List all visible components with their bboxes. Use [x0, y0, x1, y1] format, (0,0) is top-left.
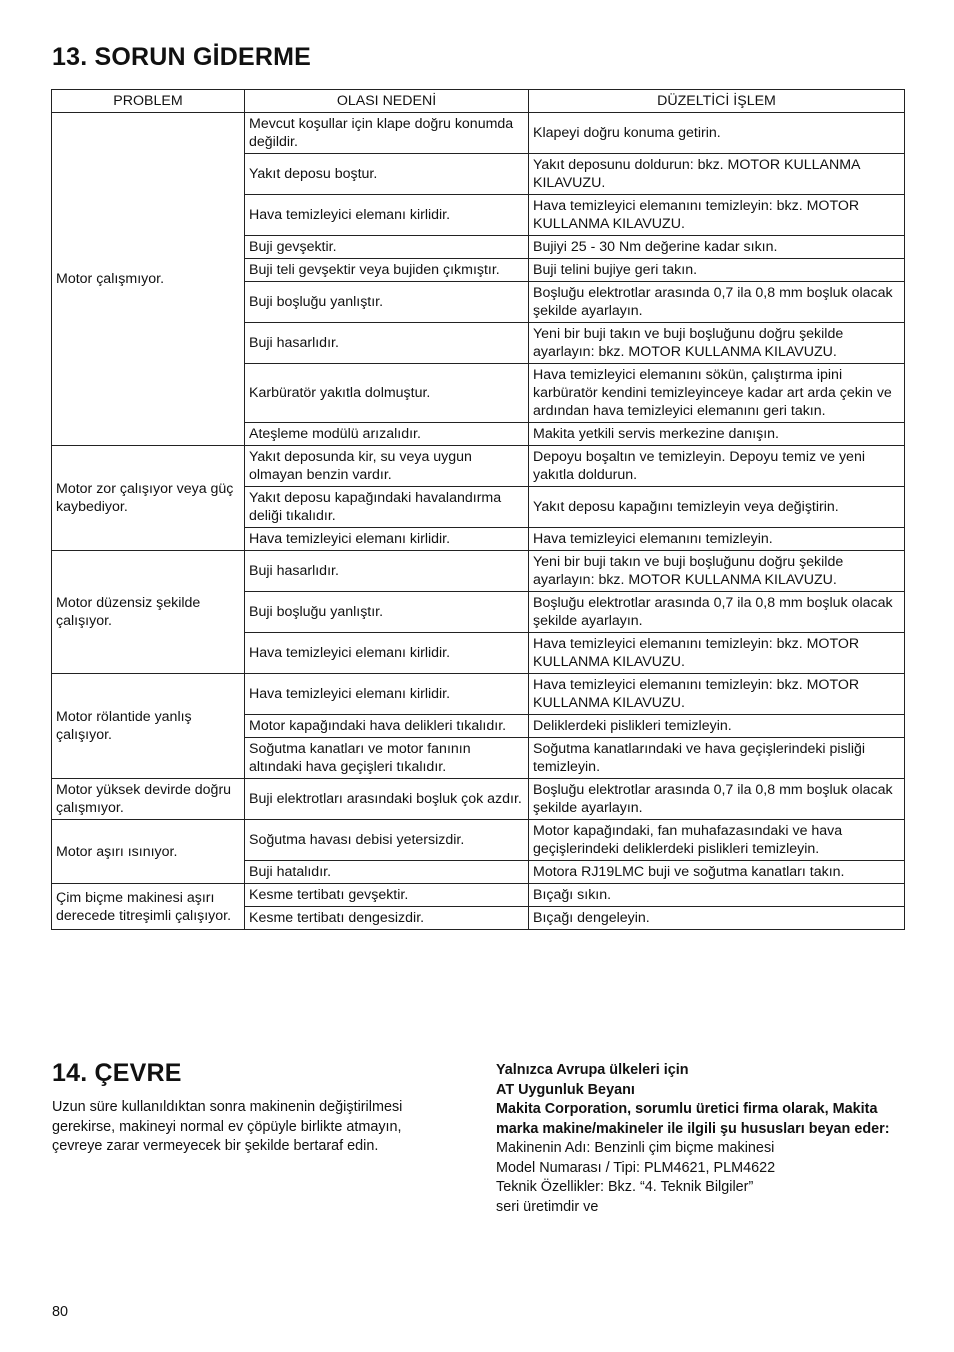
problem-cell: Motor rölantide yanlış çalışıyor. [52, 674, 245, 779]
action-cell: Klapeyi doğru konuma getirin. [529, 113, 905, 154]
header-action: DÜZELTİCİ İŞLEM [529, 90, 905, 113]
machine-name: Makinenin Adı: Benzinli çim biçme makinesi [496, 1140, 775, 1156]
cause-cell: Buji gevşektir. [245, 236, 529, 259]
page-number: 80 [52, 1304, 69, 1320]
action-cell: Motora RJ19LMC buji ve soğutma kanatları takın. [529, 861, 905, 884]
technical-specs: Teknik Özellikler: Bkz. “4. Teknik Bilgiler” [496, 1179, 754, 1195]
cause-cell: Hava temizleyici elemanı kirlidir. [245, 633, 529, 674]
action-cell: Makita yetkili servis merkezine danışın. [529, 423, 905, 446]
action-cell: Yakıt deposunu doldurun: bkz. MOTOR KULLANMA KILAVUZU. [529, 154, 905, 195]
action-cell: Motor kapağındaki, fan muhafazasındaki ve hava geçişlerindeki deliklerdeki pislikleri temizleyin. [529, 820, 905, 861]
action-cell: Boşluğu elektrotlar arasında 0,7 ila 0,8 mm boşluk olacak şekilde ayarlayın. [529, 779, 905, 820]
model-number: Model Numarası / Tipi: PLM4621, PLM4622 [496, 1159, 776, 1176]
table-row [52, 674, 905, 715]
action-cell: Yeni bir buji takın ve buji boşluğunu doğru şekilde ayarlayın: bkz. MOTOR KULLANMA KILAVUZU. [529, 323, 905, 364]
section-14-heading [52, 1059, 182, 1088]
declaration-scope: Yalnızca Avrupa ülkeleri için [496, 1062, 689, 1078]
action-cell: Boşluğu elektrotlar arasında 0,7 ila 0,8 mm boşluk olacak şekilde ayarlayın. [529, 282, 905, 323]
table-row [52, 779, 905, 820]
action-cell: Buji telini bujiye geri takın. [529, 259, 905, 282]
table-header-row [52, 90, 905, 113]
cause-cell: Kesme tertibatı gevşektir. [245, 884, 529, 907]
cause-cell: Buji boşluğu yanlıştır. [245, 282, 529, 323]
action-cell: Yeni bir buji takın ve buji boşluğunu doğru şekilde ayarlayın: bkz. MOTOR KULLANMA KILAVUZU. [529, 551, 905, 592]
serial-production: seri üretimdir ve [496, 1198, 599, 1215]
cause-cell: Buji elektrotları arasındaki boşluk çok azdır. [245, 779, 529, 820]
problem-cell: Motor düzensiz şekilde çalışıyor. [52, 551, 245, 674]
table-row [52, 113, 905, 154]
action-cell: Boşluğu elektrotlar arasında 0,7 ila 0,8 mm boşluk olacak şekilde ayarlayın. [529, 592, 905, 633]
declaration-statement: Makita Corporation, sorumlu üretici firma olarak, Makita marka makine/makineler ile ilgili şu hususları beyan eder: [496, 1101, 890, 1137]
action-cell: Yakıt deposu kapağını temizleyin veya değiştirin. [529, 487, 905, 528]
action-cell: Soğutma kanatlarındaki ve hava geçişlerindeki pisliği temizleyin. [529, 738, 905, 779]
cause-cell: Karbüratör yakıtla dolmuştur. [245, 364, 529, 423]
cause-cell: Buji hatalıdır. [245, 861, 529, 884]
cause-cell: Hava temizleyici elemanı kirlidir. [245, 195, 529, 236]
problem-cell: Motor zor çalışıyor veya güç kaybediyor. [52, 446, 245, 551]
cause-cell: Motor kapağındaki hava delikleri tıkalıdır. [245, 715, 529, 738]
cause-cell: Buji boşluğu yanlıştır. [245, 592, 529, 633]
action-cell: Hava temizleyici elemanını sökün, çalıştırma ipini karbüratör kendini temizleyinceye kadar art arda çekin ve ardından hava temizleyici elemanını geri takın. [529, 364, 905, 423]
problem-cell: Motor aşırı ısınıyor. [52, 820, 245, 884]
cause-cell: Hava temizleyici elemanı kirlidir. [245, 674, 529, 715]
problem-cell: Çim biçme makinesi aşırı derecede titreşimli çalışıyor. [52, 884, 245, 930]
action-cell: Bujiyi 25 - 30 Nm değerine kadar sıkın. [529, 236, 905, 259]
table-body [52, 113, 905, 930]
troubleshooting-table [51, 89, 905, 930]
cause-cell: Ateşleme modülü arızalıdır. [245, 423, 529, 446]
cause-cell: Yakıt deposu boştur. [245, 154, 529, 195]
table-row [52, 884, 905, 907]
action-cell: Deliklerdeki pislikleri temizleyin. [529, 715, 905, 738]
action-cell: Depoyu boşaltın ve temizleyin. Depoyu temiz ve yeni yakıtla doldurun. [529, 446, 905, 487]
section-title: SORUN GİDERME [94, 43, 312, 71]
declaration-title: AT Uygunluk Beyanı [496, 1081, 635, 1098]
table-row [52, 446, 905, 487]
cause-cell: Yakıt deposu kapağındaki havalandırma deliği tıkalıdır. [245, 487, 529, 528]
section-number: 13. [52, 43, 88, 71]
problem-cell: Motor yüksek devirde doğru çalışmıyor. [52, 779, 245, 820]
cause-cell: Hava temizleyici elemanı kirlidir. [245, 528, 529, 551]
section-title: ÇEVRE [94, 1059, 182, 1087]
header-problem: PROBLEM [52, 90, 245, 113]
action-cell: Hava temizleyici elemanını temizleyin. [529, 528, 905, 551]
action-cell: Hava temizleyici elemanını temizleyin: bkz. MOTOR KULLANMA KILAVUZU. [529, 195, 905, 236]
cause-cell: Buji teli gevşektir veya bujiden çıkmıştır. [245, 259, 529, 282]
cause-cell: Buji hasarlıdır. [245, 551, 529, 592]
cause-cell: Soğutma havası debisi yetersizdir. [245, 820, 529, 861]
section-number: 14. [52, 1059, 88, 1087]
cause-cell: Kesme tertibatı dengesizdir. [245, 907, 529, 930]
cause-cell: Soğutma kanatları ve motor fanının altındaki hava geçişleri tıkalıdır. [245, 738, 529, 779]
problem-cell: Motor çalışmıyor. [52, 113, 245, 446]
cause-cell: Mevcut koşullar için klape doğru konumda değildir. [245, 113, 529, 154]
cause-cell: Buji hasarlıdır. [245, 323, 529, 364]
action-cell: Bıçağı dengeleyin. [529, 907, 905, 930]
conformity-declaration [496, 1061, 906, 1217]
section-13-heading [52, 43, 311, 72]
action-cell: Hava temizleyici elemanını temizleyin: bkz. MOTOR KULLANMA KILAVUZU. [529, 633, 905, 674]
action-cell: Hava temizleyici elemanını temizleyin: bkz. MOTOR KULLANMA KILAVUZU. [529, 674, 905, 715]
action-cell: Bıçağı sıkın. [529, 884, 905, 907]
cause-cell: Yakıt deposunda kir, su veya uygun olmayan benzin vardır. [245, 446, 529, 487]
table-row [52, 551, 905, 592]
table-row [52, 820, 905, 861]
header-cause: OLASI NEDENİ [245, 90, 529, 113]
environment-text: Uzun süre kullanıldıktan sonra makinenin değiştirilmesi gerekirse, makineyi normal ev çöpüyle birlikte atmayın, çevreye zarar vermeyecek bir şekilde bertaraf edin. [52, 1099, 403, 1154]
